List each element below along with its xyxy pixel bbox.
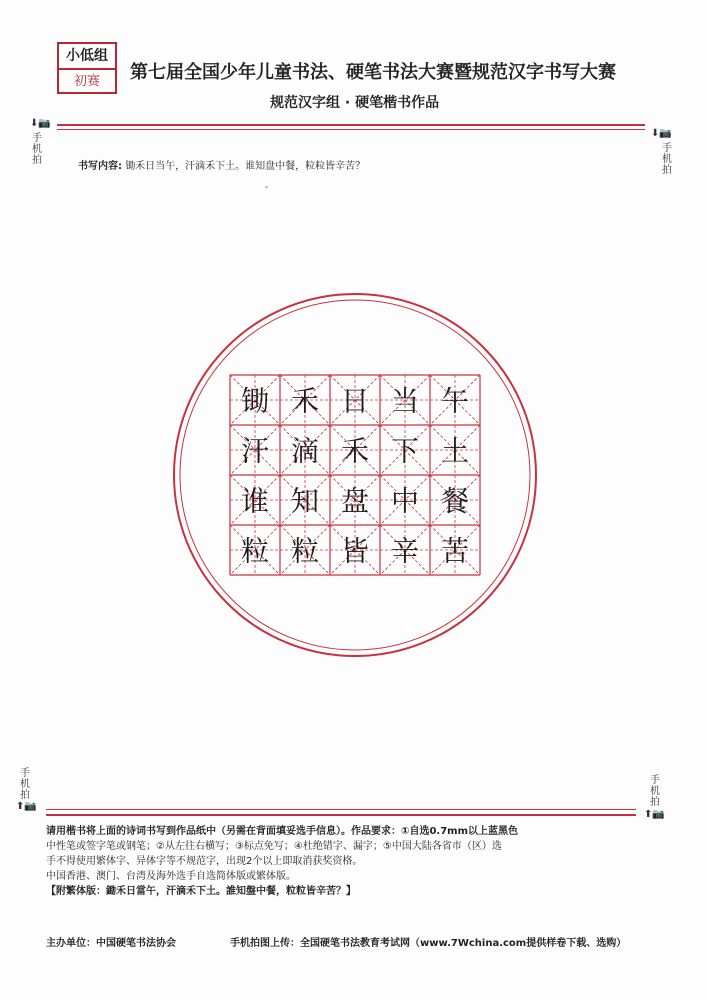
scan-mark-bottom-right: 手机拍 (650, 775, 660, 808)
grid-character: 午 (440, 384, 470, 418)
grid-character: 下 (390, 434, 420, 468)
group-badge (57, 42, 117, 94)
grid-character: 皆 (340, 534, 370, 568)
grid-character: 当 (390, 384, 420, 418)
instructions-line-4: 中国香港、澳门、台湾及海外选手自选简体版或繁体版。 (46, 871, 296, 882)
writing-content (78, 157, 365, 172)
grid-character: 知 (290, 484, 320, 518)
instructions-line-1: 请用楷书将上面的诗词书写到作品纸中（另需在背面填妥选手信息）。作品要求：①自选0.7mm以上蓝黑色 (46, 826, 519, 837)
grid-character: 禾 (340, 434, 370, 468)
writing-area (170, 290, 540, 660)
grid-character: 禾 (290, 384, 320, 418)
grid-character: 盘 (340, 484, 370, 518)
upload-text: 手机拍图上传：全国硬笔书法教育考试网（www.7Wchina.com提供样卷下载、选购） (230, 938, 627, 949)
grid-character: 汗 (240, 434, 270, 468)
grid-character: 谁 (240, 484, 270, 518)
instructions-line-2: 中性笔或签字笔或钢笔；②从左往右横写；③标点免写；④杜绝错字、漏字；⑤中国大陆各省市（区）选 (46, 841, 502, 852)
badge-group-label: 小低组 (59, 44, 115, 70)
pen-mark: ″ (265, 186, 269, 196)
scan-mark-top-left: 手机拍 (32, 133, 42, 166)
scan-mark-bottom-left: 手机拍 (20, 768, 30, 801)
grid-character: 日 (340, 384, 370, 418)
grid-character: 滴 (290, 434, 320, 468)
instructions-line-3: 手不得使用繁体字、异体字等不规范字，出现2个以上即取消获奖资格。 (46, 856, 363, 867)
bottom-rule (46, 814, 636, 816)
grid-character: 锄 (240, 384, 270, 418)
instructions-line-5: 【附繁体版：鋤禾日當午，汗滴禾下土。誰知盤中餐，粒粒皆辛苦？】 (46, 886, 356, 897)
grid-character: 粒 (290, 534, 320, 568)
writing-content-text: 锄禾日当午，汗滴禾下土。谁知盘中餐，粒粒皆辛苦？ (125, 161, 366, 172)
writing-content-label: 书写内容: (78, 161, 122, 172)
top-rule-thin (57, 129, 645, 130)
grid-character: 土 (440, 434, 470, 468)
page-title: 第七届全国少年儿童书法、硬笔书法大赛暨规范汉字书写大赛 (130, 62, 616, 83)
grid-character: 中 (390, 484, 420, 518)
scan-mark-top-right: 手机拍 (662, 143, 672, 176)
grid-character: 粒 (240, 534, 270, 568)
camera-icon-bottom-right: ⬆📷 (644, 809, 665, 820)
camera-icon-top-right: ⬇📷 (651, 128, 672, 139)
top-rule (57, 124, 645, 126)
camera-icon-top-left: ⬇📷 (30, 118, 51, 129)
camera-icon-bottom-left: ⬆📷 (16, 801, 37, 812)
bottom-rule-thin (46, 809, 636, 810)
grid-character: 餐 (440, 484, 470, 518)
page-subtitle: 规范汉字组 · 硬笔楷书作品 (270, 95, 440, 111)
grid-character: 苦 (440, 534, 470, 568)
organizer-text: 主办单位：中国硬笔书法协会 (46, 938, 176, 949)
grid-character: 辛 (390, 534, 420, 568)
instructions (46, 824, 656, 899)
badge-round-label: 初赛 (73, 74, 100, 89)
